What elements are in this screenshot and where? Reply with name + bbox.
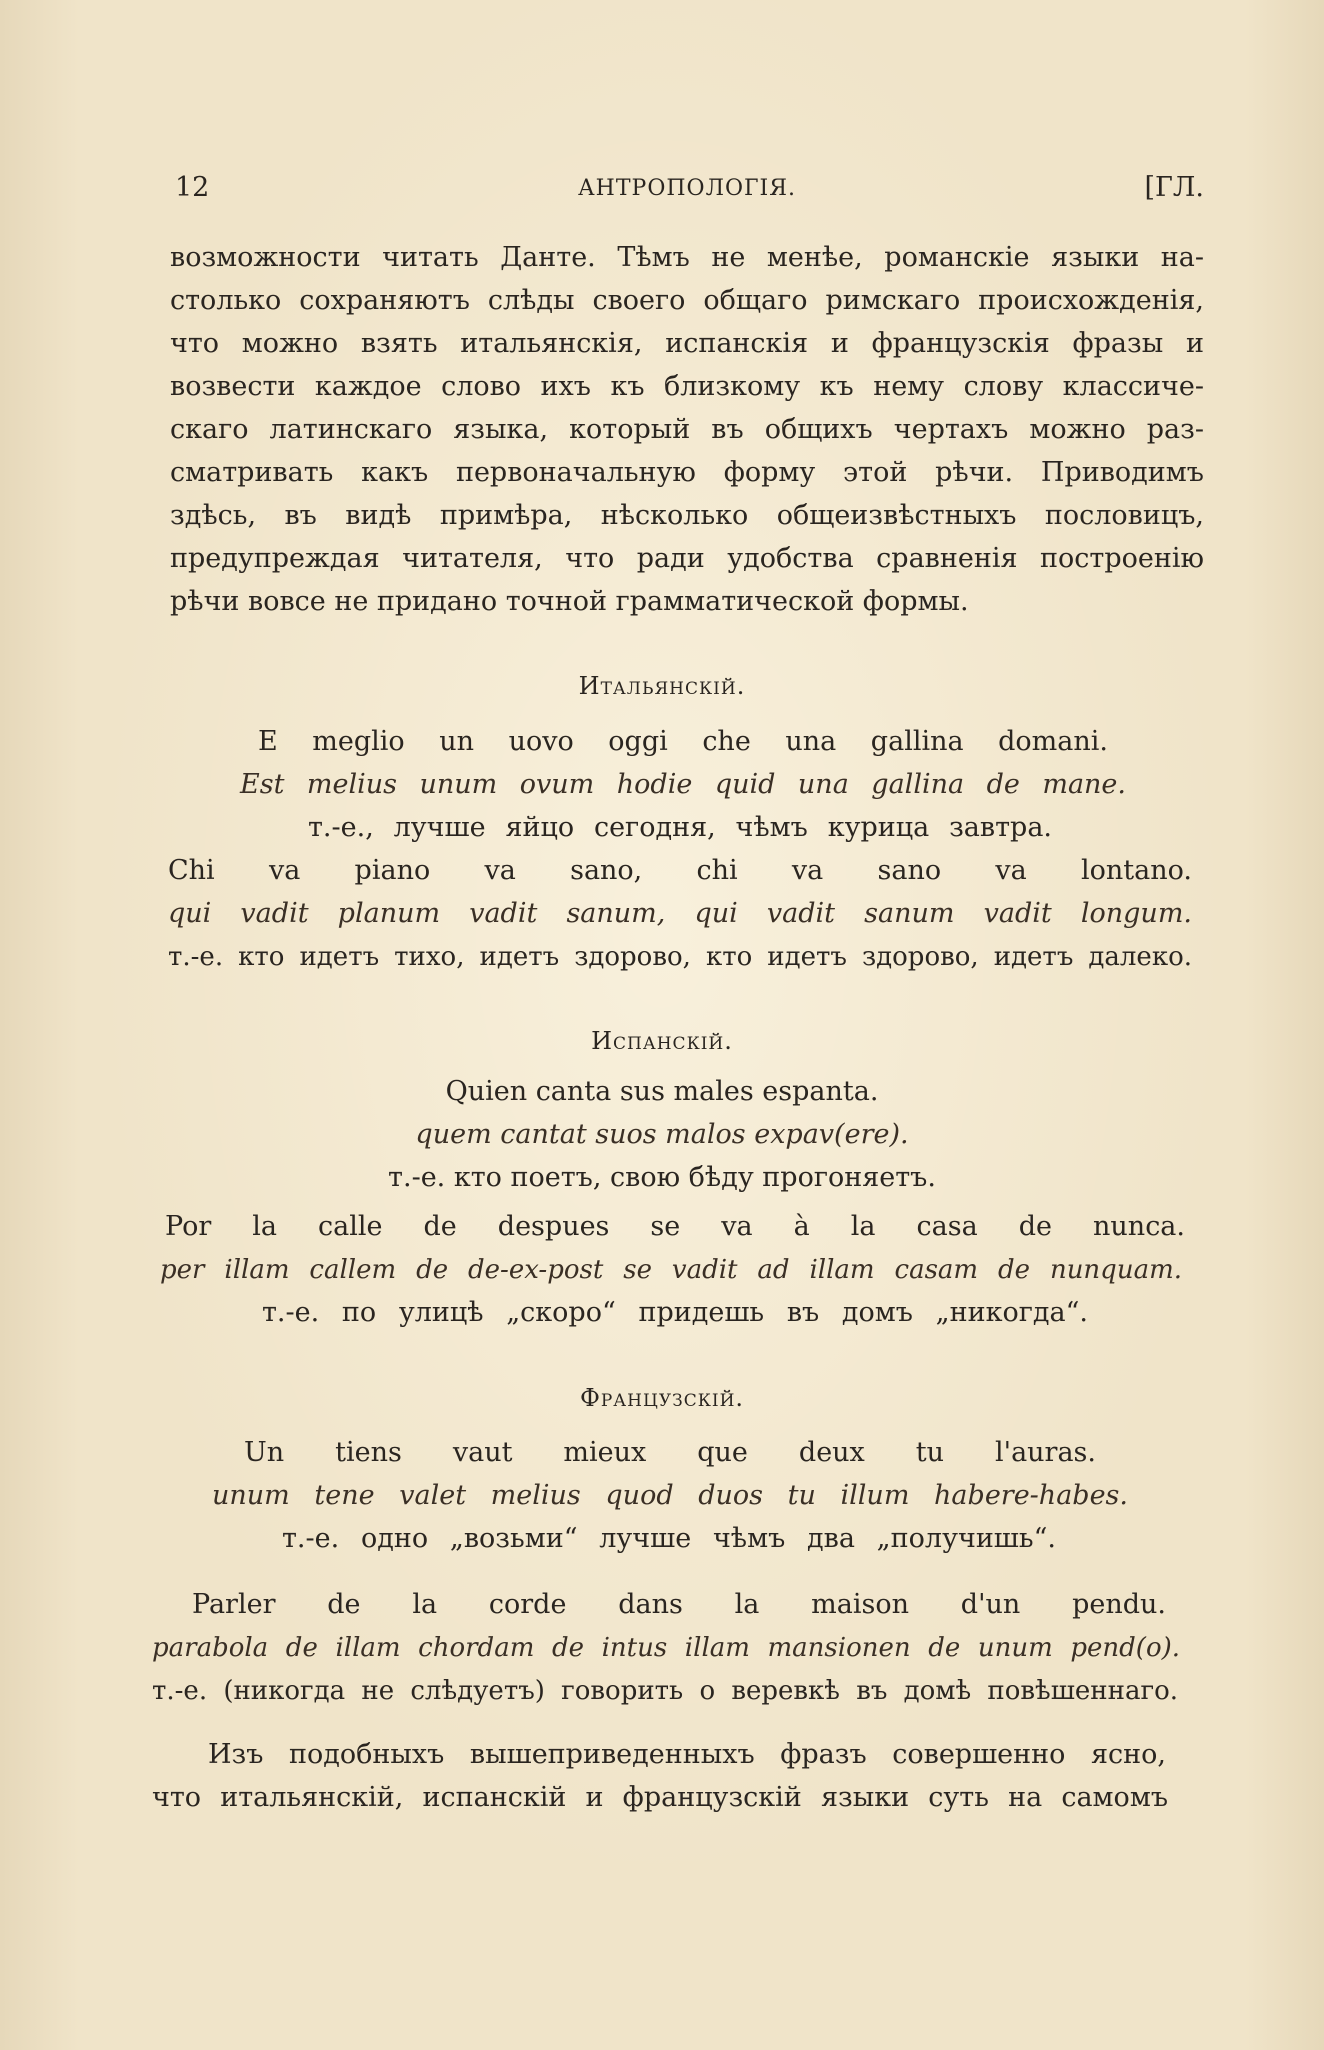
section-heading-italian: Итальянскій. <box>578 672 746 700</box>
italian-translation: т.-е., лучше яйцо сегодня, чѣмъ курица завтра. <box>308 812 1052 843</box>
french-translation: т.-е. одно „возьми“ лучше чѣмъ два „получишь“. <box>282 1523 1056 1554</box>
italian-latin: Est melius unum ovum hodie quid una gallina de mane. <box>240 769 1126 800</box>
intro-line: что можно взять итальянскія, испанскія и французскія фразы и <box>170 328 1204 359</box>
spanish-latin: quem cantat suos malos expav(ere). <box>415 1119 909 1150</box>
french-original: Parler de la corde dans la maison d'un pendu. <box>192 1589 1166 1620</box>
running-title: АНТРОПОЛОГІЯ. <box>578 176 796 201</box>
spanish-translation: т.-е. кто поетъ, свою бѣду прогоняетъ. <box>388 1162 936 1193</box>
italian-latin: qui vadit planum vadit sanum, qui vadit sanum vadit longum. <box>168 898 1192 929</box>
intro-line: здѣсь, въ видѣ примѣра, нѣсколько общеизвѣстныхъ пословицъ, <box>170 500 1204 531</box>
intro-line: рѣчи вовсе не придано точной грамматической формы. <box>170 586 969 617</box>
spanish-latin: per illam callem de de-ex-post se vadit ad illam casam de nunquam. <box>160 1255 1182 1285</box>
french-original: Un tiens vaut mieux que deux tu l'auras. <box>244 1437 1096 1468</box>
intro-line: предупреждая читателя, что ради удобства сравненія построенію <box>170 543 1204 574</box>
intro-line: возможности читать Данте. Тѣмъ не менѣе, романскіе языки на- <box>170 242 1204 273</box>
closing-line: что итальянскій, испанскій и французскій языки суть на самомъ <box>152 1782 1168 1813</box>
intro-line: возвести каждое слово ихъ къ близкому къ нему слову классиче- <box>170 371 1204 402</box>
french-latin: unum tene valet melius quod duos tu illum habere-habes. <box>212 1480 1128 1511</box>
spanish-original: Por la calle de despues se va à la casa de nunca. <box>165 1211 1185 1242</box>
page-header <box>170 172 1204 212</box>
italian-translation: т.-е. кто идетъ тихо, идетъ здорово, кто идетъ здорово, идетъ далеко. <box>168 942 1192 972</box>
spanish-original: Quien canta sus males espanta. <box>445 1076 879 1107</box>
italian-original: Chi va piano va sano, chi va sano va lontano. <box>168 855 1192 886</box>
intro-line: сматривать какъ первоначальную форму этой рѣчи. Приводимъ <box>170 457 1204 488</box>
spanish-translation: т.-е. по улицѣ „скоро“ придешь въ домъ „никогда“. <box>262 1297 1088 1328</box>
french-translation: т.-е. (никогда не слѣдуетъ) говорить о веревкѣ въ домѣ повѣшеннаго. <box>152 1676 1178 1706</box>
french-latin: parabola de illam chordam de intus illam mansionen de unum pend(o). <box>152 1633 1180 1663</box>
intro-line: столько сохраняютъ слѣды своего общаго римскаго происхожденія, <box>170 285 1204 316</box>
section-heading-spanish: Испанскій. <box>591 1027 733 1055</box>
chapter-mark: [ГЛ. <box>1144 172 1204 203</box>
section-heading-french: Французскій. <box>579 1384 745 1412</box>
intro-line: скаго латинскаго языка, который въ общихъ чертахъ можно раз- <box>170 414 1204 445</box>
italian-original: E meglio un uovo oggi che una gallina domani. <box>258 726 1108 757</box>
closing-line: Изъ подобныхъ вышеприведенныхъ фразъ совершенно ясно, <box>208 1739 1166 1770</box>
page-number: 12 <box>175 172 210 203</box>
